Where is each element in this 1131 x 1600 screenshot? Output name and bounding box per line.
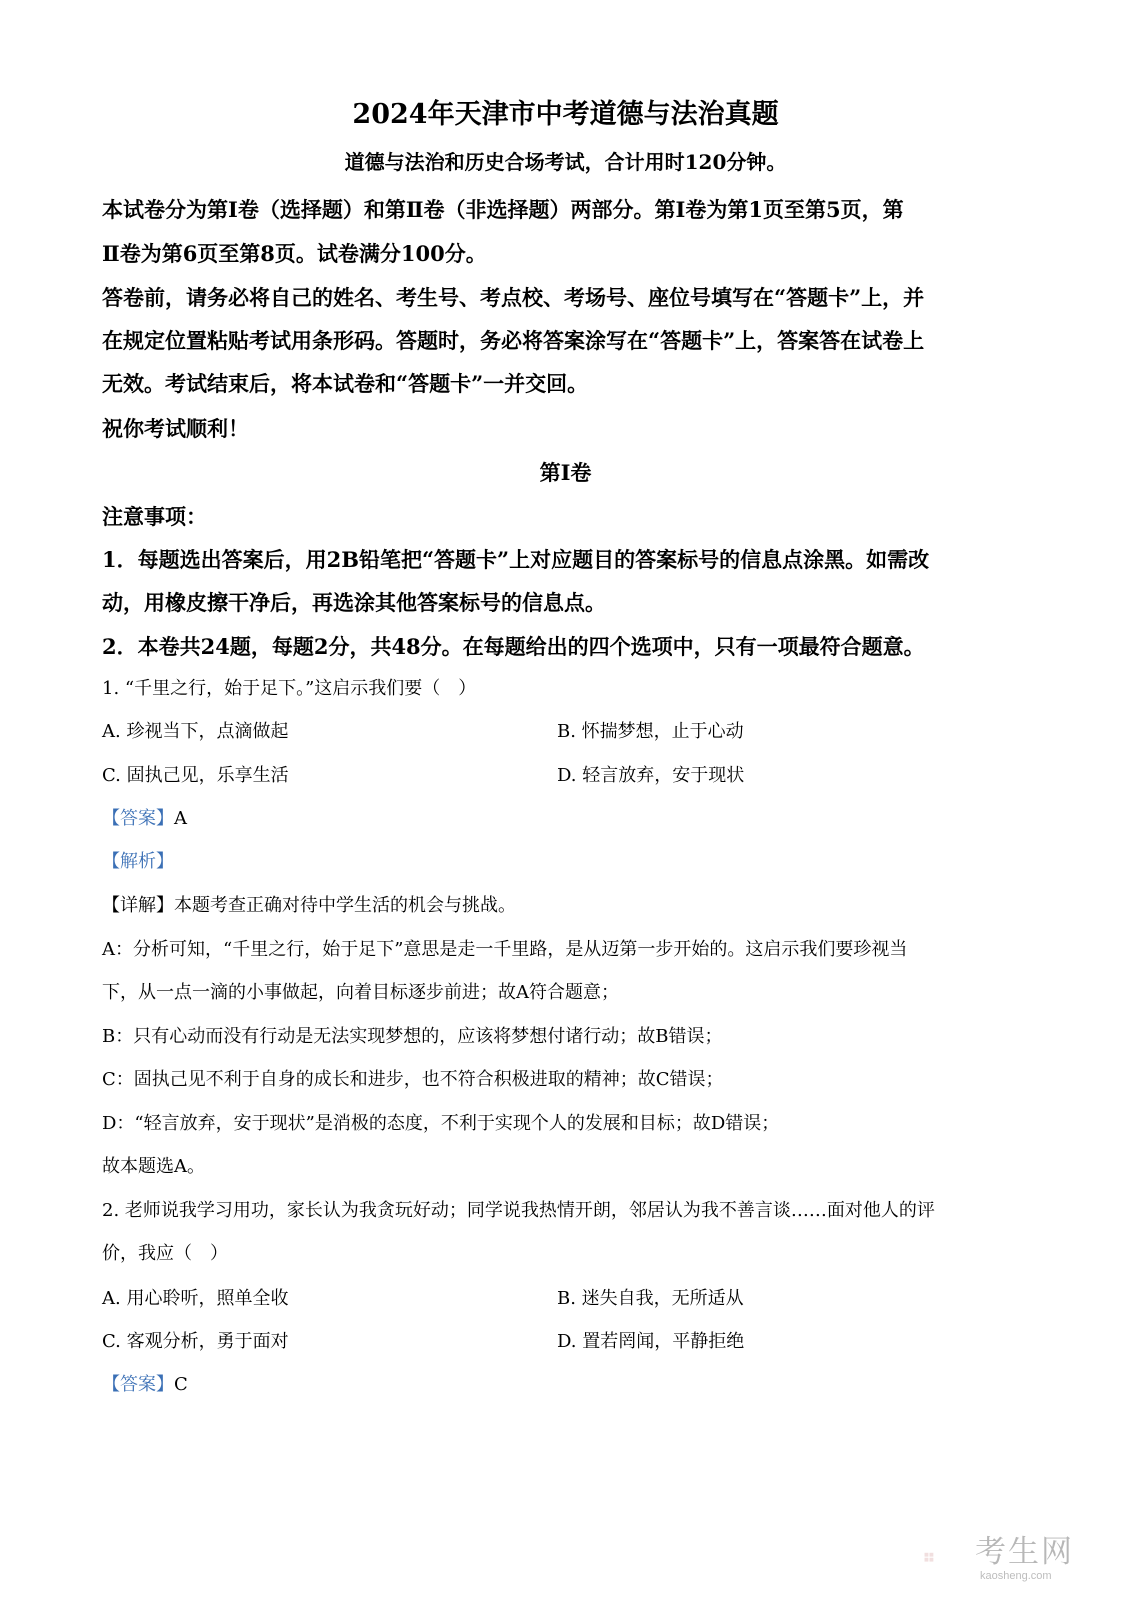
q2-stem-line-1: 2. 老师说我学习用功，家长认为我贪玩好动；同学说我热情开朗，邻居认为我不善言谈……面对他人的评 — [102, 1200, 935, 1221]
good-luck-text: 祝你考试顺利！ — [102, 416, 249, 441]
notice-2: 2．本卷共24题，每题2分，共48分。在每题给出的四个选项中，只有一项最符合题意。 — [102, 634, 925, 659]
q1-explain-a-line-2: 下，从一点一滴的小事做起，向着目标逐步前进；故A符合题意； — [102, 982, 619, 1003]
q1-option-c: C. 固执己见，乐享生活 — [102, 765, 289, 786]
q1-option-a: A. 珍视当下，点滴做起 — [102, 721, 289, 742]
q2-option-c: C. 客观分析，勇于面对 — [102, 1331, 289, 1352]
notice-label: 注意事项： — [102, 504, 207, 529]
intro-paragraph-2-line-3: 无效。考试结束后，将本试卷和“答题卡”一并交回。 — [102, 371, 589, 396]
q2-option-b: B. 迷失自我，无所适从 — [557, 1288, 744, 1309]
q1-detail: 【详解】本题考查正确对待中学生活的机会与挑战。 — [102, 895, 516, 916]
q1-explain-d: D：“轻言放弃，安于现状”是消极的态度，不利于实现个人的发展和目标；故D错误； — [102, 1113, 780, 1134]
exam-title: 2024年天津市中考道德与法治真题 — [352, 99, 779, 130]
q1-explain-c: C：固执己见不利于自身的成长和进步，也不符合积极进取的精神；故C错误； — [102, 1069, 724, 1090]
notice-1-line-1: 1．每题选出答案后，用2B铅笔把“答题卡”上对应题目的答案标号的信息点涂黑。如需改 — [102, 547, 930, 572]
answer-value: A — [174, 808, 187, 829]
intro-paragraph-1-line-2: Ⅱ卷为第6页至第8页。试卷满分100分。 — [102, 241, 487, 266]
watermark-text: 考生网 — [975, 1534, 1074, 1569]
q1-answer — [102, 810, 187, 828]
notice-1-line-2: 动，用橡皮擦干净后，再选涂其他答案标号的信息点。 — [102, 590, 606, 615]
answer-tag: 【答案】 — [102, 808, 174, 829]
watermark-logo-icon — [924, 1535, 968, 1581]
answer-tag: 【答案】 — [102, 1374, 174, 1395]
answer-value: C — [174, 1374, 188, 1395]
intro-paragraph-2-line-1: 答卷前，请务必将自己的姓名、考生号、考点校、考场号、座位号填写在“答题卡”上，并 — [102, 285, 925, 310]
intro-paragraph-1-line-1: 本试卷分为第Ⅰ卷（选择题）和第Ⅱ卷（非选择题）两部分。第Ⅰ卷为第1页至第5页，第 — [102, 197, 904, 222]
q2-option-d: D. 置若罔闻，平静拒绝 — [557, 1331, 745, 1352]
section-heading: 第Ⅰ卷 — [539, 460, 592, 485]
q2-stem-line-2: 价，我应（ ） — [102, 1243, 228, 1264]
exam-subtitle: 道德与法治和历史合场考试，合计用时120分钟。 — [344, 150, 787, 174]
q1-stem: 1. “千里之行，始于足下。”这启示我们要（ ） — [102, 678, 477, 699]
q2-answer — [102, 1376, 188, 1394]
q1-conclusion: 故本题选A。 — [102, 1156, 205, 1177]
q1-option-b: B. 怀揣梦想，止于心动 — [557, 721, 744, 742]
intro-paragraph-2-line-2: 在规定位置粘贴考试用条形码。答题时，务必将答案涂写在“答题卡”上，答案答在试卷上 — [102, 328, 925, 353]
q1-explain-a-line-1: A：分析可知，“千里之行，始于足下”意思是走一千里路，是从迈第一步开始的。这启示我们要珍视当 — [102, 939, 908, 960]
q1-option-d: D. 轻言放弃，安于现状 — [557, 765, 745, 786]
q1-explain-b: B：只有心动而没有行动是无法实现梦想的，应该将梦想付诸行动；故B错误； — [102, 1026, 723, 1047]
watermark-url: kaosheng.com — [980, 1570, 1052, 1582]
q2-option-a: A. 用心聆听，照单全收 — [102, 1288, 289, 1309]
q1-analysis-tag: 【解析】 — [102, 851, 174, 872]
